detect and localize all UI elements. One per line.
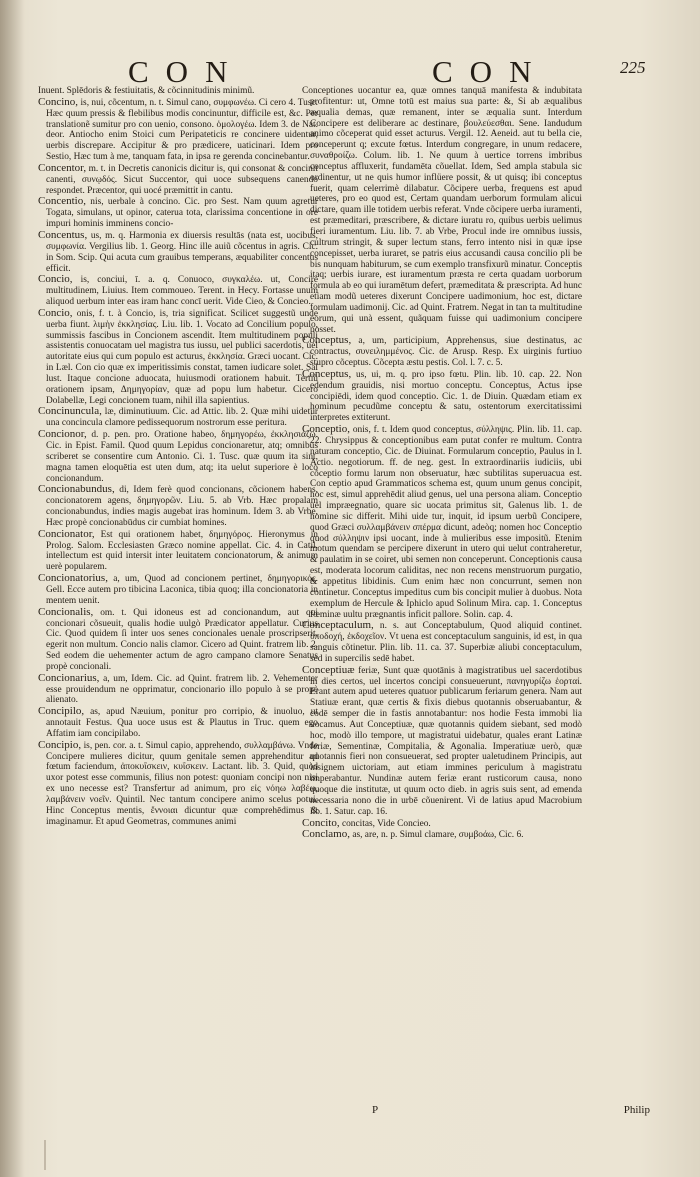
entry-headword: Concionatorius, [38,572,108,585]
entry-headword: Concipio, [38,738,82,751]
dictionary-entry [38,529,318,573]
dictionary-entry [38,740,318,828]
entry-headword: Concipilo, [38,705,85,718]
entry-text: onis, f. t. Idem quod conceptus, σύλληψις. Plin. lib. 11. cap. 22. Chrysippus & conceptionibus eam putat confer re multum. Contra naturam conceptio, Cic. de Diuinat. Formularum conceptio, Paulus in l. Actio. negotiorum. ff. de neg. gest. In extraordinariis iudiciis, ubi cõceptio formu larum non obseruatur, hæc subtilitas superuacua est. Con ceptio apud Grammaticos schema est, quum unum genus concipit, hoc est, simul apprehēdit aliud genus, uel una persona aliam. Conceptio uel impræegnatio, quare sic uocata primitus sit, Galenus lib. 1. de homine sic differit. Mihi uide tur, inquit, id ipsum uerbũ Concipere, quod Græci συλλαμβάνειν σπέρμα dicunt, adeòq; nomen hoc Conceptio quod σύλληψιν ipsi uocant, inde à mulieribus esse impositũ. Etenim motum quendam se percipere dixerunt in utero qui uelut contraheretur, & paulatim in se coiret, ubi semen non conceperunt. Conceptionis causa est, moderata locorum caliditas, nec non recens menstruorum purgatio, & appetitus libidinis. Cum enim hæc non concurrunt, semen non continetur. Conceptus impeditus cum bis concipit mulier à duobus. Nota exemplum de Hercule & Iphiclo apud Solinum Mira. cap. 1. Conceptus fœminæ uultu prægnantis inficit pallore. Solin. cap. 4. [310,425,583,620]
entry-headword: Conclamo, [302,828,350,841]
entry-headword: Concionor, [38,428,87,441]
dictionary-entry [38,607,318,673]
entry-headword: Conceptiuæ [302,663,355,676]
entry-headword: Concentor, [38,161,87,174]
signature-mark: P [372,1104,379,1116]
left-column [38,86,318,828]
entry-headword: Concito, [302,816,340,829]
entry-text: d. p. pen. pro. Oratione habeo, δημηγορέω, ἐκκλησιάζω. Cic. in Epist. Famil. Quod quum Lepidus concionaretur, atq; omnibus scriberet se consentire cum Antonio. Ci. 1. Tusc. quæ quum ita sint, magna tamen eloquētia est uten dum, atq; ita uelut superiore è loco concionandum. [46,430,318,484]
entry-text: a, um, participium, Apprehensus, siue destinatus, ac contractus, συνειλημμένος. Cic. de Arusp. Resp. Ex uirginis furtiuo stupro cõceptus. Cõcepta æstu pestis. Col. l. 7. c. 5. [310,336,582,369]
dictionary-entry [302,829,582,841]
entry-headword: Concionarius, [38,671,100,684]
entry-text: di, Idem ferè quod concionans, cõcionem habens, concionatorem agens, δημηγορῶν. Liu. 5. ab Vrb. Hæc propalam concionabundus, indies magis augebat iras hominum. Idem 3. ab Vrbe, Hæc propè concionabūdus cir cumbiat homines. [46,485,319,528]
entry-text: m. t. in Decretis canonicis dicitur is, qui consonat & concinit canenti, συνῳδός. Sicut Succentor, qui uoce subsequens canendo respondet. Præcentor, qui uocé præmittit in cantu. [46,163,318,196]
dictionary-entry [38,484,318,528]
dictionary-entry [38,163,318,197]
dictionary-entry [302,335,582,369]
entry-text: læ, diminutiuum. Cic. ad Attic. lib. 2. Quæ mihi uidetur una concincula clamore pedissequorum nostrorum esse peritura. [46,407,319,429]
dictionary-entry [38,706,318,740]
running-header [0,54,700,90]
dictionary-entry [38,429,318,484]
running-head-left: CON [128,54,245,89]
entry-headword: Conceptio, [302,423,350,436]
entry-text: Conceptiones uocantur ea, quæ omnes tanquā manifesta & indubitata profitentur: ut, Omne totū est maius sua parte: &, Si ab æqualibus æqualia demas, quæ remanent, inter se æqualia sunt. Interdum Concipere est deliberare ac destinare, βουλεύεσθαι. Sene. Iandudum animo cõceperat quid esset acturus. Vergil. 12. Aeneid. aut tu bella cie, conceperunt q; excute fœtus. Interdum congregare, in unum redacere, συναθροίζω. Colum. lib. 1. Ne quum à uertice torrens imbribus conceptus affluxerit, fundamēta cõuellat. Idem, Sed ampla stabula sic ordinentur, ut ne quis humor inflüere possit, & ut quisq; ibi conceptus fuerit, quam celerrimè dilabatur. Cõcipere uerba, frequens est apud ueteres, pro eo quod est, Certam quandam uerborum formulam alicui dictare, quam ille totidem uerbis referat. Vnde cõcipere uerba iuramenti, est præmeditari, præscribere, & dictare iuratu ro, quibus uerbis uelimus fieri iuramentum. Liu. lib. 7. ab Vrbe, Procul inde ire omnibus iussis, cultrum stringit, & super lectum stans, ferro intento nisi in quæ ipse concepisset, uerba iuraret, se patris eius accusandi causa concilio pli be bis nunquam habiturum, se cum exemplo transfixurũ minatur. Conceptis itaq; uerbis iurare, est iuramentum præsta re certa quadam uorborum formula ab eo qui iuramētum defert, præmeditata & præscripta. Ad hunc etiam modũ ueteres dixerunt Concipere uadimonium, hoc est, dictare formulam uadimonij. Cic. ad Quint. Fratrem. Negat in tan ta multitudine eorum, qui unà essent, quãquam fuisse qui uadimonium concipere posset. [302,86,582,335]
paper-stain [44,1140,46,1170]
dictionary-entry [302,369,582,424]
entry-headword: Concentio, [38,195,86,208]
entry-text: as, are, n. p. Simul clamare, συμβοάω, Cic. 6. [352,830,524,841]
entry-text: a, um, Quod ad concionem pertinet, δημηγορικός. Gell. Ecce autem pro tibicina Laconica, tibia quoq; illa concionatoria in mentem uenit. [46,574,318,606]
entry-headword: Concionabundus, [38,483,115,496]
entry-headword: Conceptus, [302,334,352,347]
entry-headword: Conceptaculum, [302,619,374,632]
entry-headword: Concio, [38,273,73,286]
dictionary-entry [38,230,318,274]
entry-text: is, conciui, ī. a. q. Conuoco, συγκαλέω. ut, Concire multitudinem, Liuius. Item commoueo. Terent. in Hecy. Fortasse unum aliquod uerbum inter eas iram hanc concī uerit. Vide Cieo, & Concieo. [46,275,318,308]
catchword: Philip [623,1104,650,1116]
entry-headword: Concentus, [38,228,88,241]
entry-text: Est qui orationem habet, δημηγόρος. Hieronymus in Prolog. Salom. Ecclesiasten Græco nomine appellat. Cic. 4. in Catil. intellectum est quid intersit inter leuitatem concionatorum, & animum uerè popularem. [46,529,318,573]
page-gutter-shadow [0,0,24,1177]
dictionary-entry [38,86,318,97]
entry-text: is, pen. cor. a. t. Simul capio, apprehendo, συλλαμβάνω. Vnde Concipere mulieres dicitur, quum genitale semen apprehenditur ad fœtum faciendum, ἀποκυΐσκειν, κυΐσκειν. Lactant. lib. 3. Quid, quòd uxor potest esse communis, filius non potest: quoniam concipi non nisi ex uno necesse est? Transfertur ad animum, pro εἰς νόηω λαβέω, λαμβάνειν νοεῖν. Quintil. Nec tantum concipere animo scelus potui. Hinc Conceptus mentis, ἔννοιαι dicuntur quæ comprehēdimus & imaginamur. Et apud Geometras, communes animi [46,740,318,827]
entry-text: feriæ, Sunt quæ quotānis à magistratibus uel sacerdotibus in dies certos, uel incertos concipi consueuerunt, πανηγυρίζω ἑορταί. Erant autem apud ueteres quatuor publicarum feriarum genera. Nam aut Statiuæ erant, quæ certis & fixis diebus quotannis obseruabantur, & codē semper die in fastis annotabantur: nos hodie Festa immobi lia uocamus. Aut Conceptiuæ, quæ quotannis quidem siebant, sed modò hoc, modò illo tempore, ut magistratui uidebatur, quales erant Latinæ feriæ, Sementinæ, Compitalia, & Agonalia. Imperatiuæ uerò, quæ quotannis fieri non consueuerat, sed propter ualetudinem Principis, aut insignem uictoriam, aut etiam immines periculum à magistratu imperabantur. Nundinæ autem feriæ erant rusticorum causa, nono quoque die institutæ, ut quum octo dieb. in agris suis sent, ad emenda necessaria nono die in urbē cõuenirent. Vi de latius apud Macrobium lib. 1. Satur. cap. 16. [310,665,582,817]
entry-text: n. s. aut Conceptabulum, Quod aliquid continet. ὑποδοχή, ἐκδοχεῖον. Vt uena est conceptaculum sanguinis, id est, in qua sanguis cõtinetur. Plin. lib. 11. ca. 37. Superbiæ aliubi conceptaculum, sed in supercilis sedē habet. [310,621,582,664]
dictionary-entry [302,424,582,620]
dictionary-entry [38,406,318,429]
entry-headword: Concinuncula, [38,405,102,418]
dictionary-entry [38,573,318,607]
page-number: 225 [620,58,646,77]
entry-text: Inuent. Splēdoris & festiuitatis, & cõcinnitudinis minimũ. [38,86,255,96]
entry-text: a, um, Idem. Cic. ad Quint. fratrem lib. 2. Vehementer esse prouidendum ne opprimatur, concionario illo populo à se propè alienato. [46,673,318,706]
entry-headword: Concionator, [38,527,95,540]
dictionary-entry [38,97,318,163]
dictionary-entry [38,308,318,407]
entry-text: us, ui, m. q. pro ipso fœtu. Plin. lib. 10. cap. 22. Non edendum grauidis, nisi mortuo conceptu. Conceptus, Actus ipse concipiēdi, idem quod conceptio. Cic. 1. de Diuin. Quædam etiam ex hominum pecudũme conceptu & satu, ostentorum exercitatissimi interpretes extiterunt. [310,369,582,424]
dictionary-entry [302,620,582,664]
entry-headword: Concino, [38,95,79,108]
entry-text: om. t. Qui idoneus est ad concionandum, aut qui concionari cõsueuit, qualis hodie uulgò Prædicator appellatur. Curius Cic. Quod quidem ſi inter uos senes concionales uenale proscripserit, egerit non multum. Concio nalis clamor. Cicero ad Quint. fratrem lib. 2. Sed eodem die uehementer actum de agro campano clamore Senatus propè concionali. [46,607,319,672]
entry-text: concitas, Vide Concieo. [341,818,431,829]
right-column [302,86,582,841]
page-footer [300,1104,660,1118]
entry-text: nis, uerbale à concino. Cic. pro Sest. Nam quum agretur Togata, simulans, ut opinor, caterua tota, clarissima concentione in ore impuri hominis imminens concio- [46,197,319,230]
entry-headword: Conceptus, [302,367,352,380]
entry-headword: Concionalis, [38,605,94,618]
entry-text: us, m. q. Harmonia ex diuersis resultās (nata est, uocibus, συμφωνία. Vergilius lib. 1. Georg. Hinc ille auiũ cõcentus in agris. Cic. in Som. Scip. Qui acuta cum grauibus temperans, æquabiliter concentus efficit. [46,230,318,274]
dictionary-entry [38,274,318,308]
entry-text: as, apud Næuium, ponitur pro corripio, & inuoluo, ut annotauit Festus. Qua uoce usus est & Plautus in Truc. quem ego Affatim iam concipilabo. [46,707,318,739]
dictionary-entry [38,196,318,230]
entry-text: onis, f. t. à Concio, is, tria significat. Scilicet suggestũ unde uerba fiunt. λιμὴν ἐκκλησίας. Liu. lib. 1. Vocato ad Concilium populo, summissis fascibus in Concionem ascendit. Item multitudinem populi assistentis conuocatam uel magistra tus iussu, uel publici sacerdotis, uel autoritate eius qui cum populo est acturus, ἐκκλησία. Græci uocant. Cic. in Læl. Con cio quæ ex imperitissimis constat, tamen iudicare solet. Sal lust. Itaque concione aduocata, huiusmodi orationem habuit. Tertiũ orationem ipsam, Δημηγορίαν, quæ ad popu lum habetur. Cicero Dolabellæ, Legi concionem tuam, nihil illa sapientius. [46,308,318,406]
dictionary-entry [38,673,318,707]
running-head-right: CON [432,54,549,89]
entry-headword: Concio, [38,306,73,319]
dictionary-entry [302,86,582,335]
entry-text: is, nui, cõcentum, n. t. Simul cano, συμφωνέω. Ci cero 4. Tusc. Hæc quum pressis & flebilibus modis concinuntur, difficile est, &c. Per translationẽ sumitur pro con uenio, consono. ὁμολογέω. Idem 3. de Nat. deor. Antiocho enim Stoici cum Peripateticis re concinere uidentur, uerbis discrepare. Accipitur & pro prædicere, uaticinari. Idem pro Sestio, Hæc tum à me, tanquam fata, in ipsa re gerenda concinebantur. [46,97,319,163]
dictionary-entry [302,665,582,818]
